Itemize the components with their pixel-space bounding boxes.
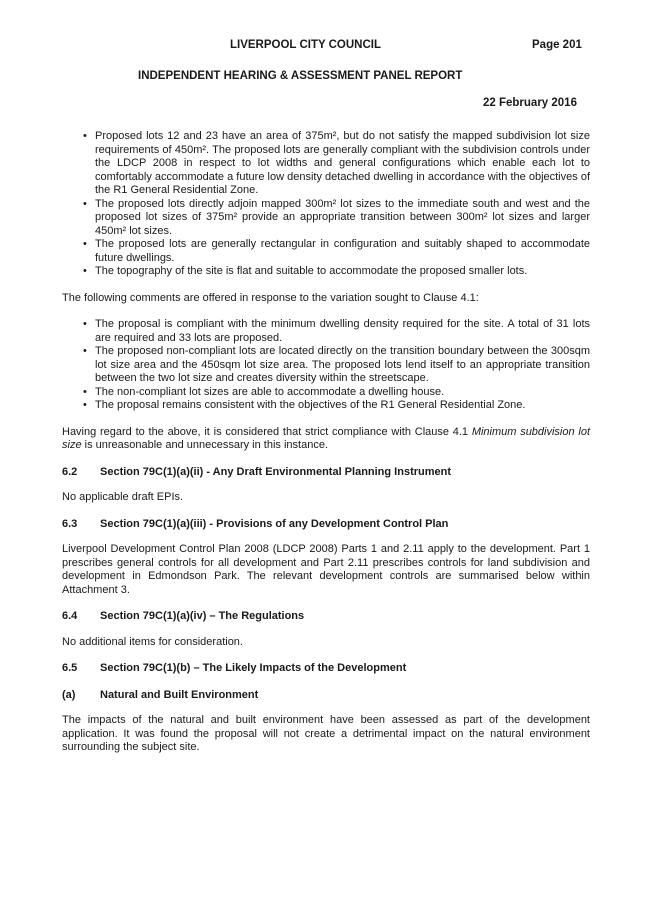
bullet-icon: • (83, 197, 87, 210)
report-title: INDEPENDENT HEARING & ASSESSMENT PANEL REPORT (138, 70, 463, 82)
list-item: • The proposed lots directly adjoin mapped 300m² lot sizes to the immediate south and west and the proposed lot sizes of 375m² provide an appropriate transition between 300m² lot sizes and larger 450m² lot sizes. (83, 197, 590, 237)
list-item: • Proposed lots 12 and 23 have an area of 375m², but do not satisfy the mapped subdivision lot size requirements of 450m². The proposed lots are generally compliant with the subdivision controls under the LDCP 2008 in respect to lot widths and general configurations which enable each lot to comfortably accommodate a future low density detached dwelling in accordance with the objectives of the R1 General Residential Zone. (83, 130, 590, 196)
list-item: • The proposal remains consistent with the objectives of the R1 General Residential Zone. (83, 399, 526, 411)
list-item: • The proposed lots are generally rectangular in configuration and suitably shaped to accommodate future dwellings. (83, 238, 590, 264)
bullet-icon: • (83, 238, 87, 250)
subsection-heading-a: (a) Natural and Built Environment (62, 688, 259, 701)
bullet-icon: • (83, 345, 87, 357)
list-item: • The proposal is compliant with the minimum dwelling density required for the site. A total of 31 lots are required and 33 lots are proposed. (83, 318, 590, 344)
section-body-6-3: Liverpool Development Control Plan 2008 (LDCP 2008) Parts 1 and 2.11 apply to the development. Part 1 prescribes general controls for all development and Part 2.11 prescribes controls for land subdivision and development in Edmondson Park. The relevant development controls are summarised below within Attachment 3. (62, 543, 590, 596)
page-number: Page 201 (532, 39, 582, 51)
lot-size-bullets (62, 130, 590, 279)
section-heading-6-5: 6.5 Section 79C(1)(b) – The Likely Impacts of the Development (62, 662, 407, 674)
bullet-icon: • (83, 385, 87, 398)
variation-intro: The following comments are offered in response to the variation sought to Clause 4.1: (62, 291, 479, 304)
list-item: • The proposed non-compliant lots are located directly on the transition boundary between the 300sqm lot size area and the 450sqm lot size area. The proposed lots lend itself to an appropriate transition between the two lot size and creates diversity within the streetscape. (83, 345, 590, 384)
bullet-icon: • (83, 318, 87, 330)
council-name: LIVERPOOL CITY COUNCIL (230, 39, 382, 51)
bullet-icon: • (83, 265, 87, 277)
bullet-icon: • (83, 130, 87, 142)
section-heading-6-3: 6.3 Section 79C(1)(a)(iii) - Provisions of any Development Control Plan (62, 517, 449, 530)
section-body-6-4: No additional items for consideration. (62, 635, 243, 648)
report-date: 22 February 2016 (483, 97, 577, 109)
report-body (62, 130, 590, 755)
bullet-icon: • (83, 399, 87, 411)
list-item: • The topography of the site is flat and suitable to accommodate the proposed smaller lots. (83, 265, 528, 277)
section-body-6-2: No applicable draft EPIs. (62, 491, 184, 503)
subsection-body-a: The impacts of the natural and built environment have been assessed as part of the development application. It was found the proposal will not create a detrimental impact on the natural environment surrounding the subject site. (62, 714, 590, 753)
variation-bullets (62, 318, 590, 413)
section-heading-6-2: 6.2 Section 79C(1)(a)(ii) - Any Draft Environmental Planning Instrument (62, 465, 452, 478)
clause-conclusion: Having regard to the above, it is considered that strict compliance with Clause 4.1 Minimum subdivision lot size is unreasonable and unnecessary in this instance. (62, 425, 590, 451)
section-heading-6-4: 6.4 Section 79C(1)(a)(iv) – The Regulations (62, 610, 305, 622)
list-item: • The non-compliant lot sizes are able to accommodate a dwelling house. (83, 385, 445, 398)
